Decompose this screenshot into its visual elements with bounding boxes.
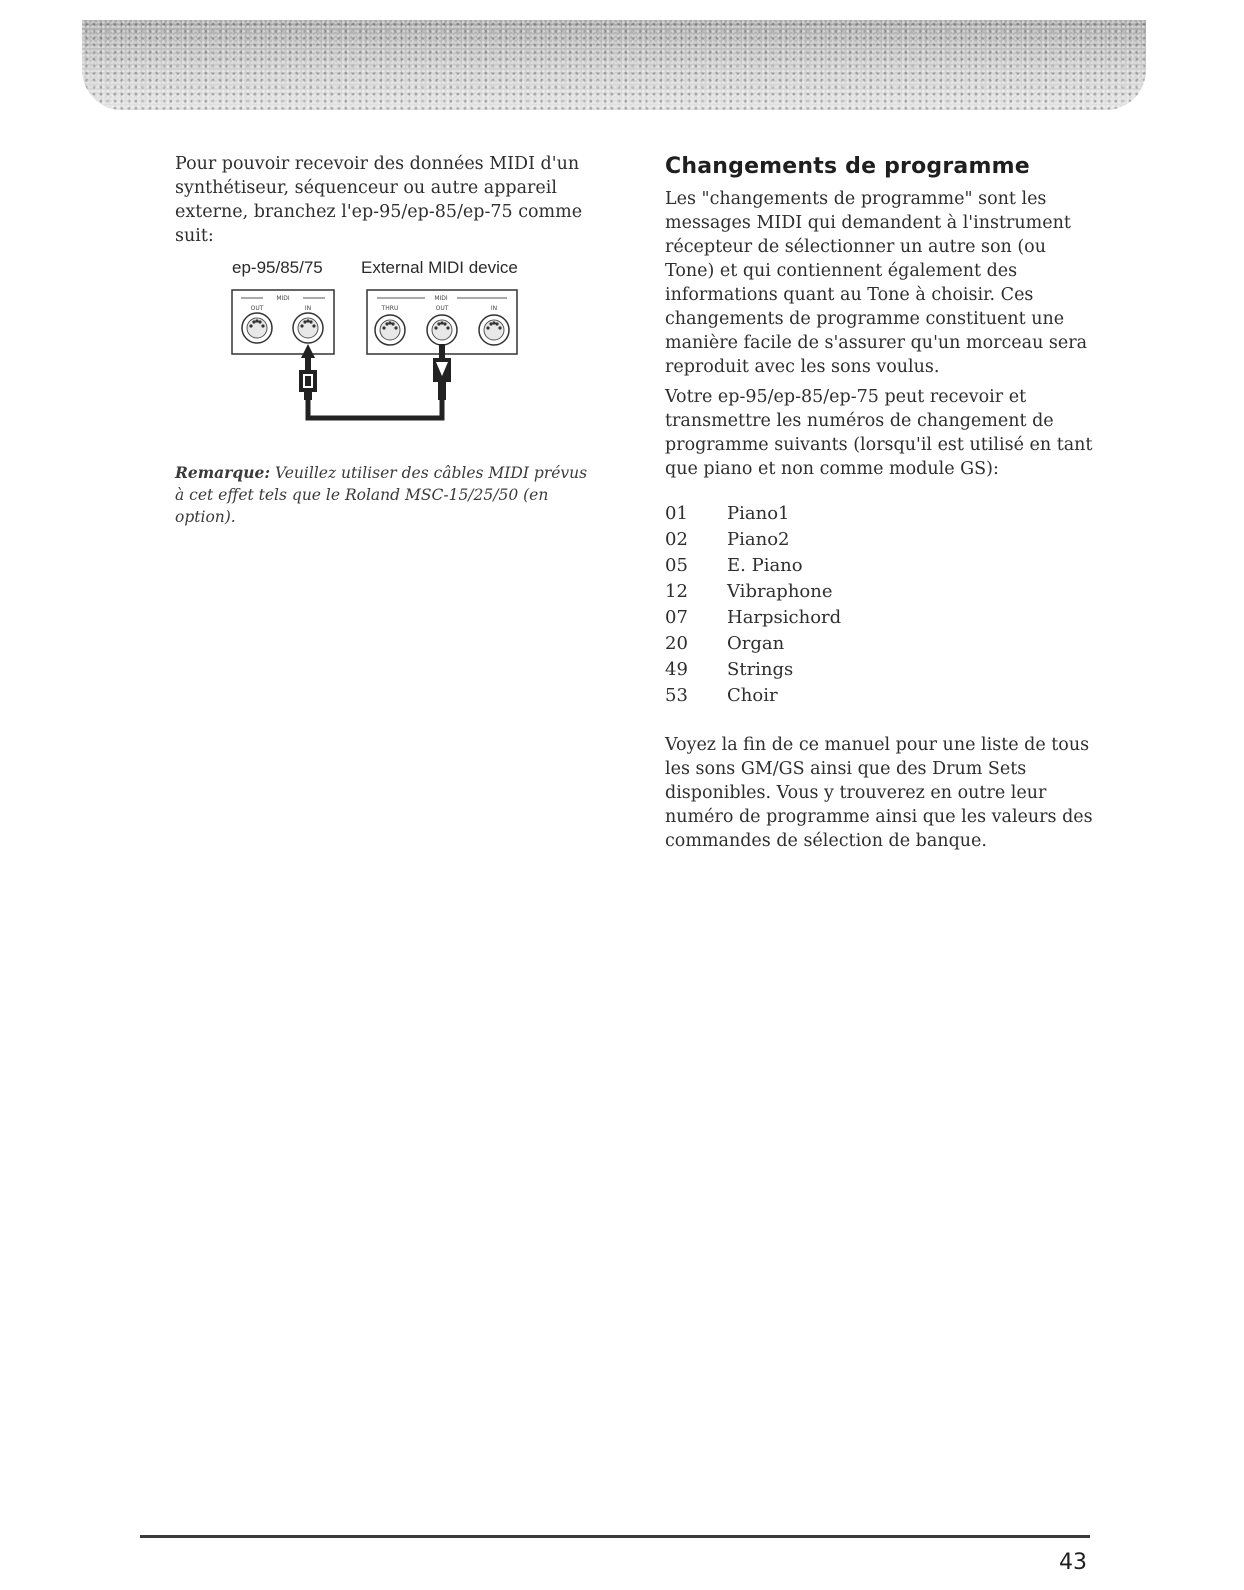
program-number: 20 [665,633,688,654]
instrument-midi-in-port-icon [293,313,323,343]
footer-rule [140,1535,1090,1538]
closing-paragraph: Voyez la fin de ce manuel pour une liste de tous les sons GM/GS ainsi que des Drum Sets disponibles. Vous y trouverez en outre leur numéro de programme ainsi que les valeurs des commandes de sélection de banque. [665,735,1093,851]
program-name: E. Piano [727,555,803,576]
instrument-port-label-in: IN [304,305,312,312]
program-number: 02 [665,529,688,550]
program-number: 53 [665,685,688,706]
external-port-label-thru: THRU [381,305,399,312]
program-name: Harpsichord [727,607,842,628]
program-number: 01 [665,503,688,524]
diagram-drawing [175,258,595,448]
program-list-item [665,683,1095,709]
external-midi-in-port-icon [479,315,509,345]
external-port-label-in: IN [490,305,498,312]
program-name: Vibraphone [727,581,833,602]
right-column [665,152,1095,859]
note-paragraph [175,462,595,528]
midi-cable [308,400,442,418]
program-list-item [665,501,1095,527]
program-list-item [665,631,1095,657]
program-list-item [665,657,1095,683]
midi-connection-diagram [175,258,595,448]
instrument-panel-header: MIDI [276,295,290,302]
external-midi-thru-port-icon [375,315,405,345]
external-port-label-out: OUT [435,305,449,312]
program-name: Strings [727,659,794,680]
program-number: 07 [665,607,688,628]
section-title: Changements de programme [665,154,1030,179]
program-list [665,501,1095,709]
external-midi-out-port-icon [427,315,457,345]
program-name: Organ [727,633,785,654]
program-number: 05 [665,555,688,576]
external-panel-header: MIDI [434,295,448,302]
program-list-item [665,527,1095,553]
intro-paragraph: Pour pouvoir recevoir des données MIDI d'un synthétiseur, séquenceur ou autre appareil externe, branchez l'ep-95/ep-85/ep-75 comme suit: [175,154,583,246]
note-text: Veuillez utiliser des câbles MIDI prévus à cet effet tels que le Roland MSC-15/25/50 (en option). [175,464,588,526]
program-number: 12 [665,581,688,602]
diagram-label-instrument: ep-95/85/75 [232,258,323,277]
page-number: 43 [1059,1550,1087,1575]
instrument-midi-out-port-icon [242,313,272,343]
program-list-item [665,605,1095,631]
header-band [82,20,1146,110]
left-column [175,152,595,544]
program-change-intro-paragraph: Les "changements de programme" sont les messages MIDI qui demandent à l'instrument récepteur de sélectionner un autre son (ou Tone) et qui contiennent également des informations quant au Tone à choisir. Ces changements de programme constituent une manière facile de s'assurer qu'un morceau sera reproduit avec les sons voulus. [665,189,1088,377]
program-list-item [665,579,1095,605]
note-label: Remarque: [175,463,271,482]
program-number: 49 [665,659,688,680]
instrument-port-label-out: OUT [250,305,264,312]
diagram-label-external-device: External MIDI device [361,258,518,277]
program-name: Piano1 [727,503,790,524]
program-name: Piano2 [727,529,790,550]
program-list-item [665,553,1095,579]
program-change-list-intro-paragraph: Votre ep-95/ep-85/ep-75 peut recevoir et transmettre les numéros de changement de programme suivants (lorsqu'il est utilisé en tant que piano et non comme module GS): [665,387,1093,479]
program-name: Choir [727,685,778,706]
